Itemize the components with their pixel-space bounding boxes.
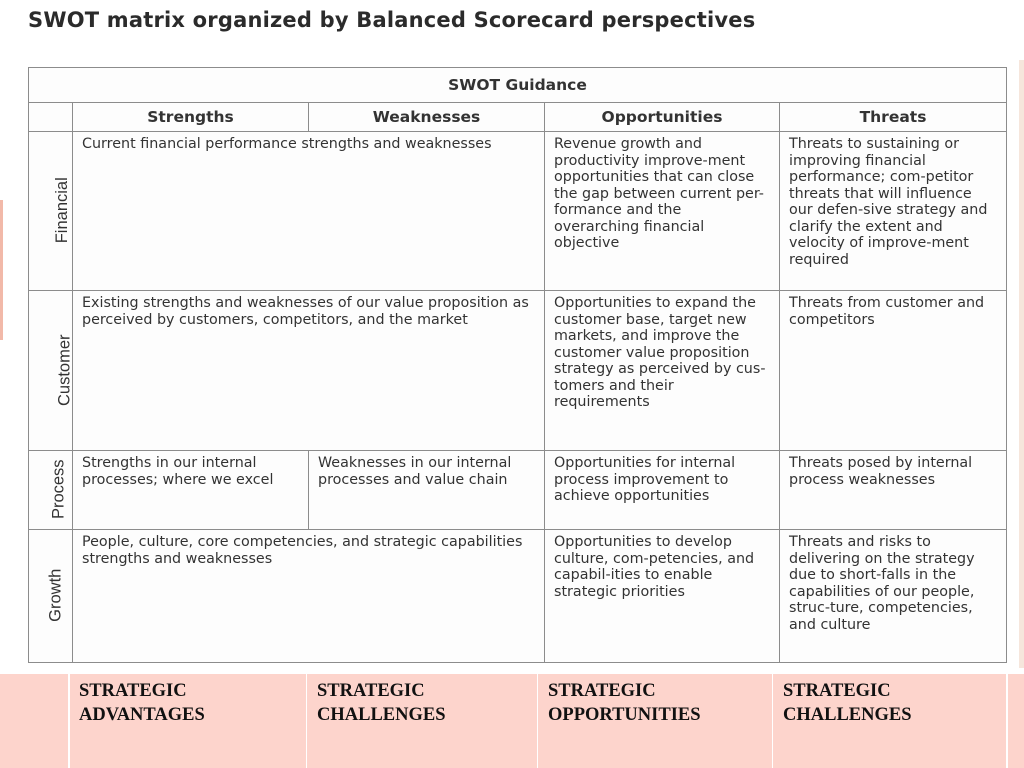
- row-header-growth: [29, 530, 73, 663]
- cell-process-threats: [780, 451, 1007, 530]
- column-header-threats: Threats: [780, 103, 1007, 132]
- table-row-customer: [29, 291, 1007, 451]
- cell-text: Threats and risks to delivering on the strategy due to short-falls in the capabilities of our people, struc-ture, competencies, and culture: [789, 534, 975, 633]
- column-header-strengths: Strengths: [73, 103, 309, 132]
- page-title: SWOT matrix organized by Balanced Scorecard perspectives: [28, 8, 756, 32]
- perspective-label: Growth: [46, 568, 65, 623]
- swot-guidance-table: [28, 67, 1007, 663]
- table-row-process: [29, 451, 1007, 530]
- cell-customer-opportunities: [545, 291, 780, 451]
- right-edge-strip: [1019, 60, 1024, 668]
- cell-financial-threats: [780, 132, 1007, 291]
- cell-customer-strengths-weaknesses: [73, 291, 545, 451]
- cell-text: Threats to sustaining or improving financial performance; com-petitor threats that will influence our defen-sive strategy and clarify the extent and velocity of improve-ment required: [789, 136, 988, 268]
- column-header-weaknesses: Weaknesses: [309, 103, 545, 132]
- column-header-opportunities: Opportunities: [545, 103, 780, 132]
- cell-customer-threats: [780, 291, 1007, 451]
- row-header-process: [29, 451, 73, 530]
- corner-cell: [29, 103, 73, 132]
- cell-text: Existing strengths and weaknesses of our value proposition as perceived by customers, competitors, and the market: [82, 295, 529, 328]
- cell-process-opportunities: [545, 451, 780, 530]
- cell-financial-opportunities: [545, 132, 780, 291]
- cell-text: Opportunities to develop culture, com-petencies, and capabil-ities to enable strategic priorities: [554, 534, 755, 600]
- cell-text: Opportunities to expand the customer base, target new markets, and improve the customer value proposition strategy as perceived by cus-tomers and their requirements: [554, 295, 766, 410]
- perspective-label: Financial: [52, 177, 71, 244]
- cell-text: Current financial performance strengths and weaknesses: [82, 136, 492, 152]
- cell-process-strengths: [73, 451, 309, 530]
- cell-text: Threats from customer and competitors: [789, 295, 985, 328]
- cell-growth-opportunities: [545, 530, 780, 663]
- left-edge-strip: [0, 200, 3, 340]
- cell-text: Strengths in our internal processes; where we excel: [82, 455, 274, 488]
- perspective-label: Customer: [55, 334, 74, 406]
- cell-text: Threats posed by internal process weaknesses: [789, 455, 973, 488]
- cell-text: Opportunities for internal process improvement to achieve opportunities: [554, 455, 736, 504]
- cell-growth-strengths-weaknesses: [73, 530, 545, 663]
- perspective-label: Process: [49, 459, 68, 520]
- table-row-financial: [29, 132, 1007, 291]
- band-divider: [1006, 674, 1008, 768]
- cell-growth-threats: [780, 530, 1007, 663]
- strategic-challenges-threats-label: STRATEGIC CHALLENGES: [772, 674, 1006, 768]
- cell-text: People, culture, core competencies, and strategic capabilities strengths and weaknesses: [82, 534, 523, 567]
- cell-financial-strengths-weaknesses: [73, 132, 545, 291]
- table-row-growth: [29, 530, 1007, 663]
- cell-process-weaknesses: [309, 451, 545, 530]
- row-header-financial: [29, 132, 73, 291]
- swot-guidance-header: SWOT Guidance: [29, 68, 1007, 103]
- strategic-advantages-label: STRATEGIC ADVANTAGES: [68, 674, 306, 768]
- strategic-opportunities-label: STRATEGIC OPPORTUNITIES: [537, 674, 772, 768]
- cell-text: Revenue growth and productivity improve-ment opportunities that can close the gap between current per-formance and the overarching financial objective: [554, 136, 764, 251]
- cell-text: Weaknesses in our internal processes and value chain: [318, 455, 512, 488]
- row-header-customer: [29, 291, 73, 451]
- strategic-challenges-label: STRATEGIC CHALLENGES: [306, 674, 537, 768]
